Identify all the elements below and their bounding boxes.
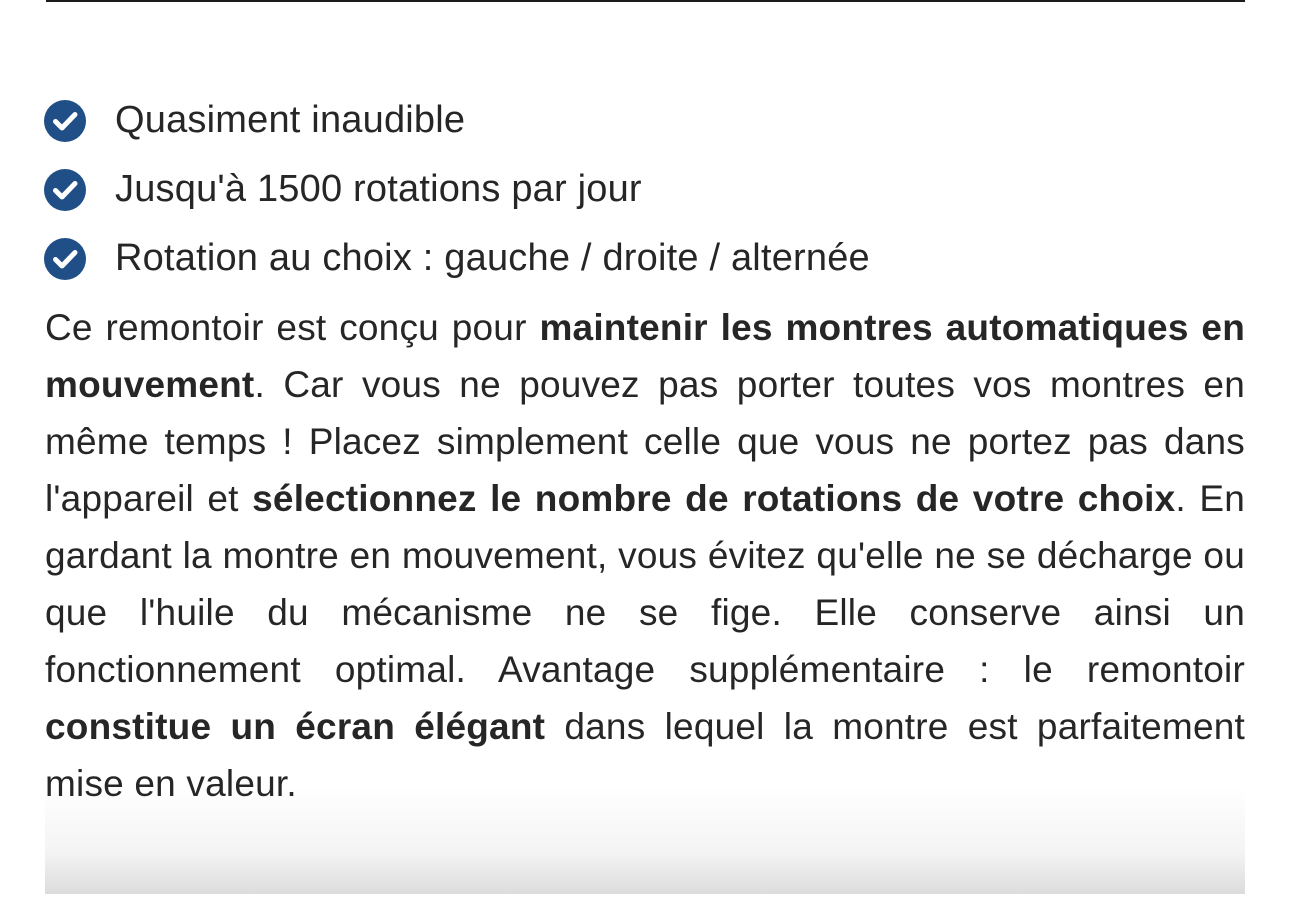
check-circle-icon [44,238,86,280]
description-highlight: maintenir les montres automatiques en mouvement [45,307,1245,405]
description-segment: dans lequel la montre est parfaitement mise en valeur. [45,706,1245,804]
feature-label: Jusqu'à 1500 rotations par jour [115,168,642,210]
feature-label: Quasiment inaudible [115,99,466,141]
feature-item [44,86,1245,155]
top-divider [46,0,1245,2]
feature-label: Rotation au choix : gauche / droite / alternée [115,237,870,279]
description-highlight: sélectionnez le nombre de rotations de votre choix [252,478,1176,519]
description-segment: Ce remontoir est conçu pour [45,307,540,348]
description-panel [45,296,1245,894]
feature-list [44,86,1245,293]
check-circle-icon [44,100,86,142]
description-segment: . Car vous ne pouvez pas porter toutes vos montres en même temps ! Placez simplement celle que vous ne portez pas dans l'appareil et [45,364,1245,519]
description-highlight: constitue un écran élégant [45,706,546,747]
feature-item [44,224,1245,293]
check-circle-icon [44,169,86,211]
feature-item [44,155,1245,224]
description-segment: . En gardant la montre en mouvement, vous évitez qu'elle ne se décharge ou que l'huile du mécanisme ne se fige. Elle conserve ainsi un fonctionnement optimal. Avantage supplémentaire : le remontoir [45,478,1245,690]
product-description [45,296,1245,812]
